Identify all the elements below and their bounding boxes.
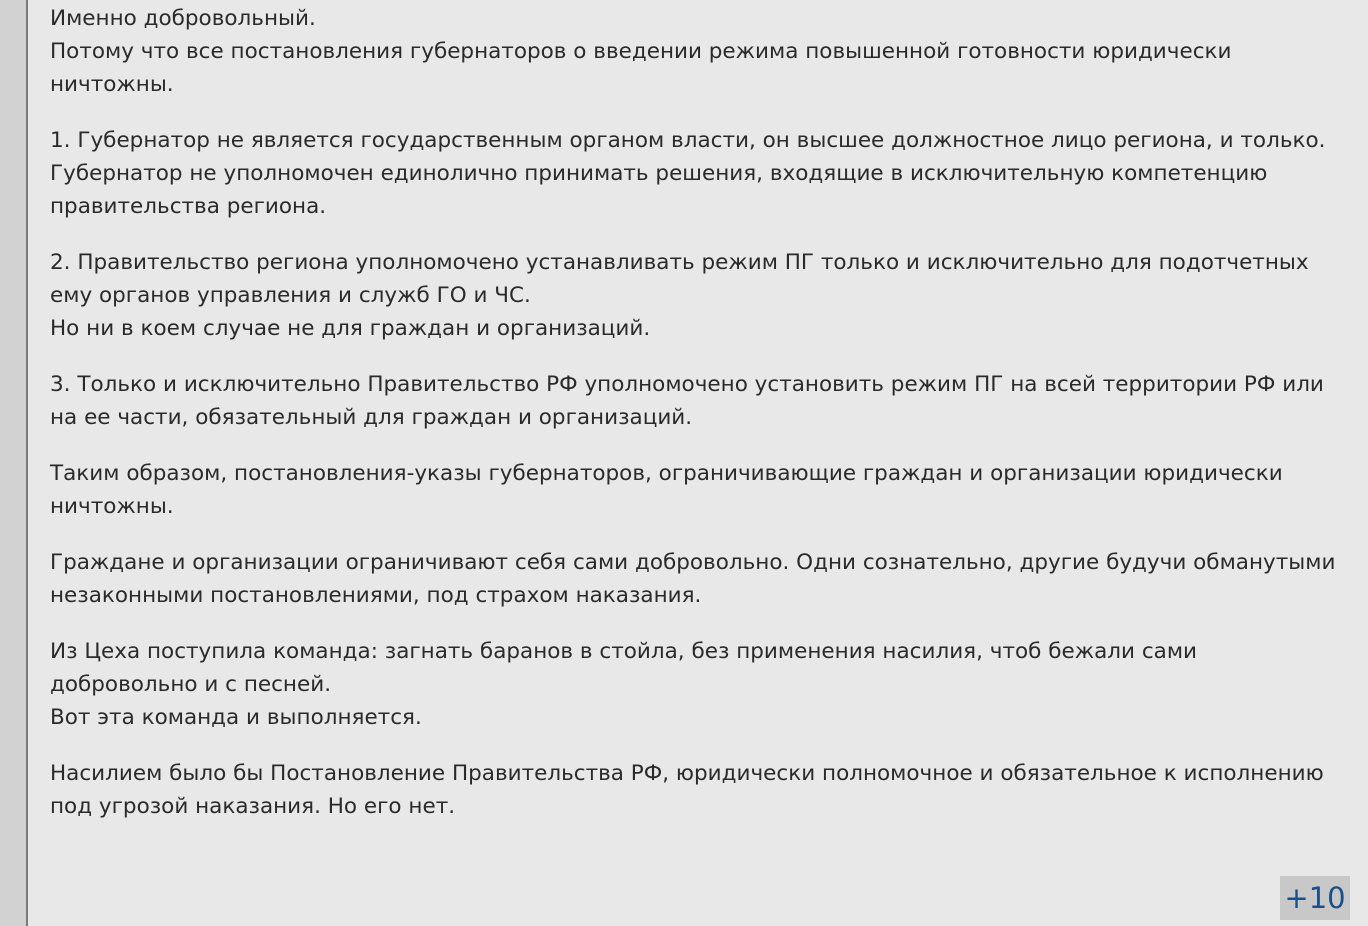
- comment-line: Губернатор не уполномочен единолично принимать решения, входящие в исключительную компетенцию правительства региона.: [50, 161, 1268, 219]
- comment-line: Граждане и организации ограничивают себя сами добровольно. Одни сознательно, другие будучи обманутыми незаконными постановлениями, под страхом наказания.: [50, 550, 1336, 608]
- comment-paragraph: [50, 457, 1350, 523]
- comment-body: [50, 2, 1350, 846]
- comment-paragraph: [50, 246, 1350, 345]
- comment-line: Вот эта команда и выполняется.: [50, 705, 422, 730]
- comment-line: Именно добровольный.: [50, 6, 316, 31]
- comment-line: 1. Губернатор не является государственным органом власти, он высшее должностное лицо региона, и только.: [50, 128, 1326, 153]
- comment-paragraph: [50, 2, 1350, 101]
- comment-paragraph: [50, 546, 1350, 612]
- comment-line: 3. Только и исключительно Правительство РФ уполномочено установить режим ПГ на всей территории РФ или на ее части, обязательный для граждан и организаций.: [50, 372, 1324, 430]
- comment-line: Насилием было бы Постановление Правительства РФ, юридически полномочное и обязательное к исполнению под угрозой наказания. Но его нет.: [50, 761, 1324, 819]
- comment-line: Потому что все постановления губернаторов о введении режима повышенной готовности юридически ничтожны.: [50, 39, 1232, 97]
- comment-paragraph: [50, 124, 1350, 223]
- comment-paragraph: [50, 368, 1350, 434]
- comment-line: Таким образом, постановления-указы губернаторов, ограничивающие граждан и организации юридически ничтожны.: [50, 461, 1283, 519]
- comment-paragraph: [50, 635, 1350, 734]
- comment-paragraph: [50, 757, 1350, 823]
- comment-line: 2. Правительство региона уполномочено устанавливать режим ПГ только и исключительно для подотчетных ему органов управления и служб ГО и ЧС.: [50, 250, 1309, 308]
- comment-thread-gutter: [0, 0, 28, 926]
- comment-line: Из Цеха поступила команда: загнать баранов в стойла, без применения насилия, чтоб бежали сами добровольно и с песней.: [50, 639, 1198, 697]
- comment-line: Но ни в коем случае не для граждан и организаций.: [50, 316, 651, 341]
- rating-score-button[interactable]: +10: [1280, 876, 1350, 920]
